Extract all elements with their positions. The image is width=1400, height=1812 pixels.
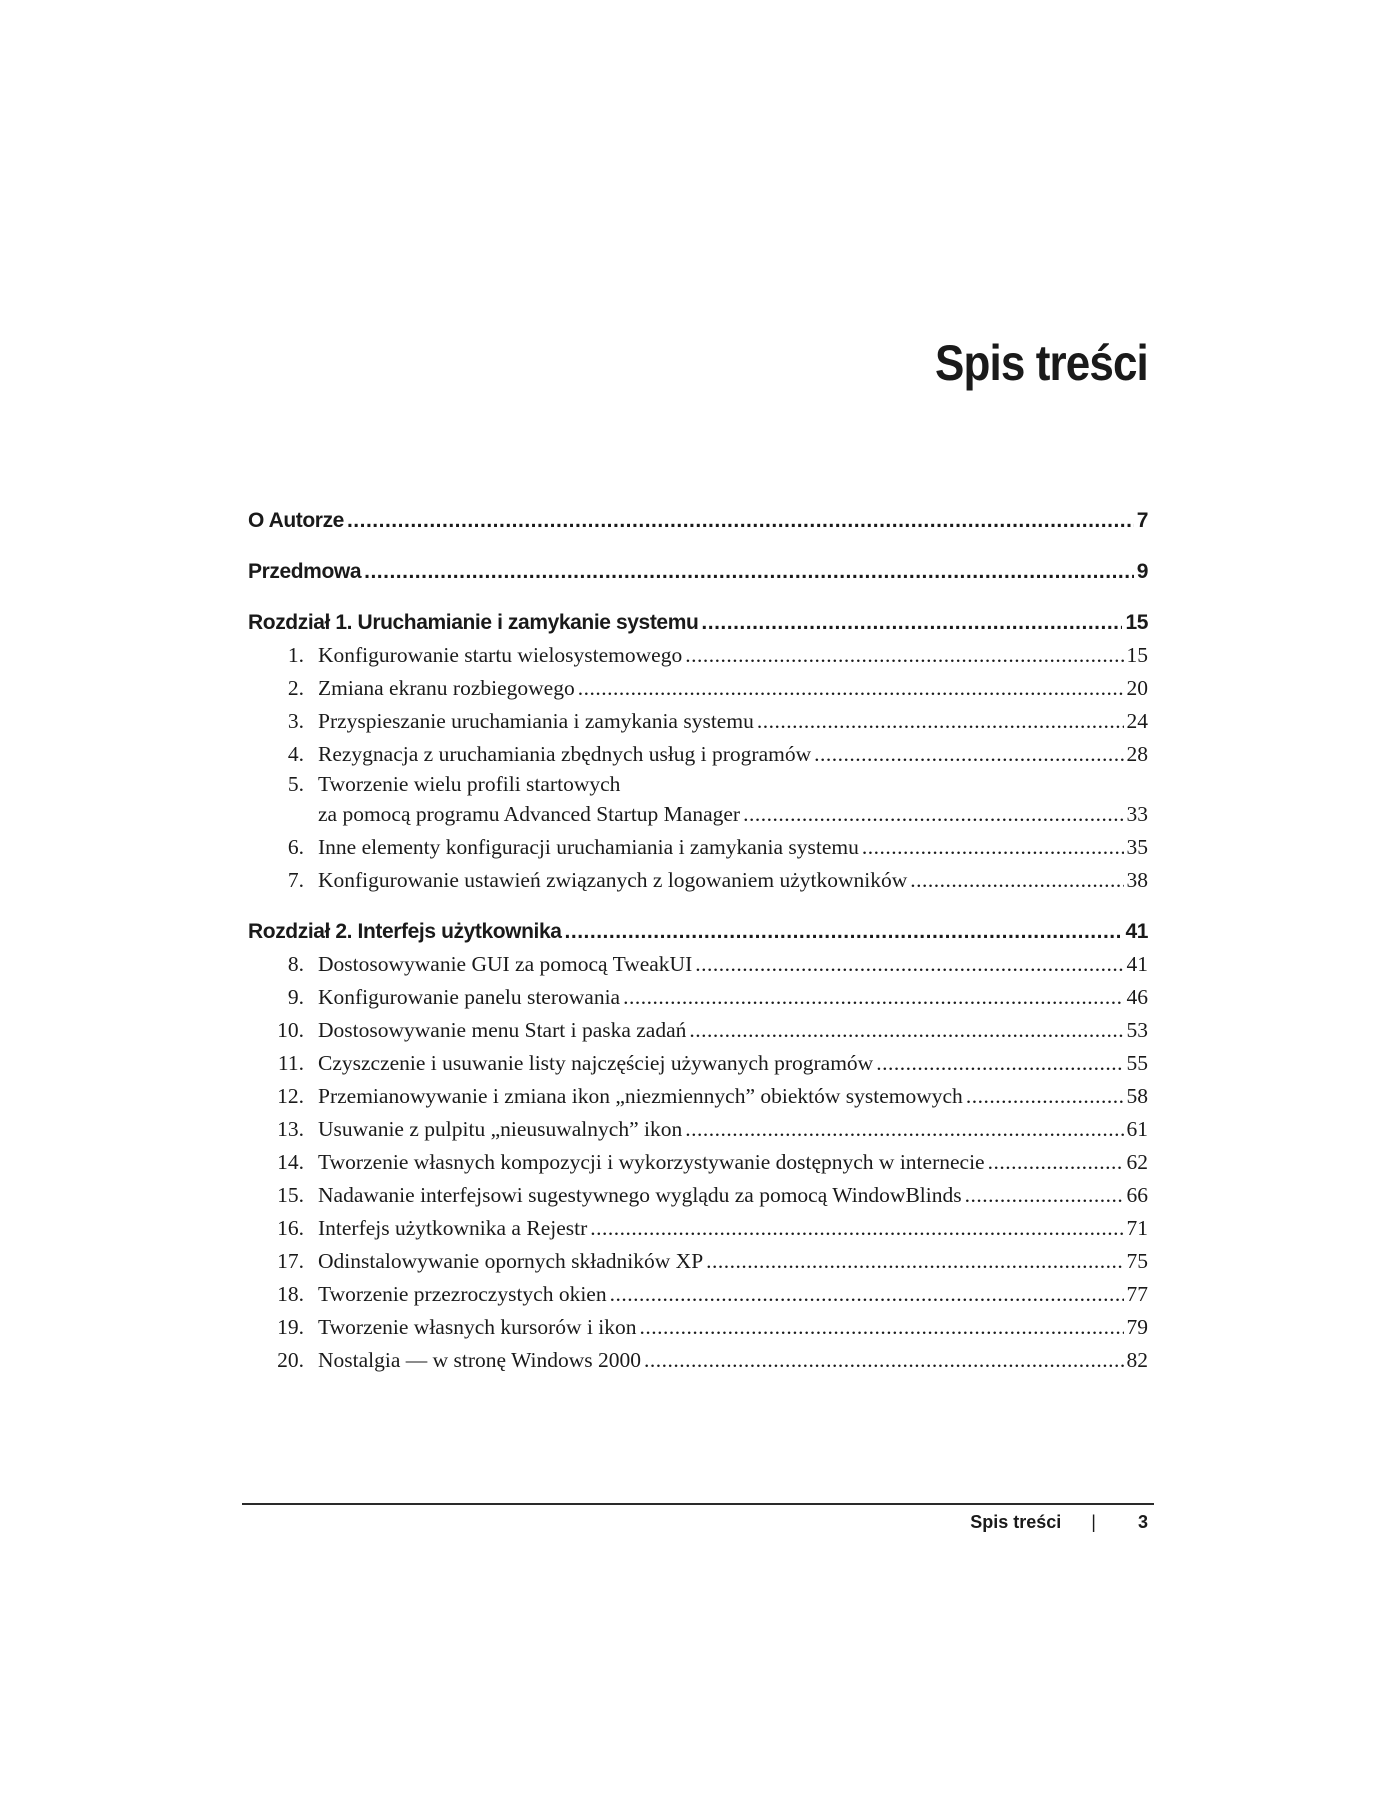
toc-section-number: 14. bbox=[277, 1150, 304, 1174]
toc-section-title: Konfigurowanie ustawień związanych z logowaniem użytkowników bbox=[318, 868, 908, 892]
footer-page-number: 3 bbox=[1137, 1512, 1148, 1532]
toc-leader-dots bbox=[364, 555, 1134, 588]
toc-section-entry[interactable] bbox=[248, 771, 1148, 798]
toc-section-title: Tworzenie własnych kursorów i ikon bbox=[318, 1315, 637, 1339]
toc-page-number: 82 bbox=[1126, 1348, 1148, 1372]
toc-page-number: 77 bbox=[1126, 1282, 1148, 1306]
toc-page-number: 46 bbox=[1126, 985, 1148, 1009]
toc-section-entry[interactable] bbox=[248, 705, 1148, 738]
toc-leader-dots bbox=[565, 915, 1123, 948]
toc-leader-dots bbox=[701, 606, 1122, 639]
toc-chapter-entry[interactable] bbox=[248, 606, 1148, 639]
toc-section-title: Przemianowywanie i zmiana ikon „niezmiennych” obiektów systemowych bbox=[318, 1084, 963, 1108]
toc-section-number: 13. bbox=[277, 1117, 304, 1141]
toc-section-entry[interactable] bbox=[248, 831, 1148, 864]
toc-leader-dots bbox=[965, 1179, 1124, 1212]
toc-leader-dots bbox=[623, 981, 1123, 1014]
toc-section-number: 7. bbox=[287, 868, 304, 892]
toc-section-title: Zmiana ekranu rozbiegowego bbox=[318, 676, 575, 700]
toc-section-entry[interactable] bbox=[248, 1245, 1148, 1278]
toc-section-entry[interactable] bbox=[248, 1311, 1148, 1344]
toc-section-number: 17. bbox=[277, 1249, 304, 1273]
toc-leader-dots bbox=[988, 1146, 1124, 1179]
toc-page-number: 41 bbox=[1125, 920, 1148, 943]
toc-section-title: Inne elementy konfiguracji uruchamiania i zamykania systemu bbox=[318, 835, 859, 859]
toc-leader-dots bbox=[640, 1311, 1124, 1344]
toc-section-entry[interactable] bbox=[248, 1146, 1148, 1179]
page-footer bbox=[970, 1512, 1148, 1533]
toc-section-entry[interactable] bbox=[248, 738, 1148, 771]
toc-section-entry[interactable] bbox=[248, 1080, 1148, 1113]
toc-leader-dots bbox=[876, 1047, 1123, 1080]
toc-section-entry[interactable] bbox=[248, 981, 1148, 1014]
toc-section-number: 19. bbox=[277, 1315, 304, 1339]
toc-page-number: 9 bbox=[1136, 560, 1148, 583]
toc-section-title: Odinstalowywanie opornych składników XP bbox=[318, 1249, 704, 1273]
toc-chapter-title: Rozdział 2. Interfejs użytkownika bbox=[248, 920, 562, 943]
toc-section-number: 2. bbox=[287, 676, 304, 700]
toc-section-number: 20. bbox=[277, 1348, 304, 1372]
toc-page-number: 15 bbox=[1125, 611, 1148, 634]
toc-leader-dots bbox=[743, 798, 1123, 831]
toc-section-entry[interactable] bbox=[248, 1014, 1148, 1047]
toc-section-entry[interactable] bbox=[248, 1212, 1148, 1245]
toc-page-number: 33 bbox=[1126, 802, 1148, 826]
toc-leader-dots bbox=[689, 1014, 1123, 1047]
toc-section-title: Tworzenie własnych kompozycji i wykorzystywanie dostępnych w internecie bbox=[318, 1150, 985, 1174]
toc-leader-dots bbox=[590, 1212, 1123, 1245]
toc-section-number: 15. bbox=[277, 1183, 304, 1207]
toc-page-number: 71 bbox=[1126, 1216, 1148, 1240]
toc-section-number: 8. bbox=[287, 952, 304, 976]
toc-chapter-title: O Autorze bbox=[248, 509, 344, 532]
toc-leader-dots bbox=[910, 864, 1123, 897]
toc-page-number: 24 bbox=[1126, 709, 1148, 733]
toc-section-entry[interactable] bbox=[248, 639, 1148, 672]
toc-section-title: Interfejs użytkownika a Rejestr bbox=[318, 1216, 588, 1240]
toc-chapter-entry[interactable] bbox=[248, 555, 1148, 588]
toc-page-number: 61 bbox=[1126, 1117, 1148, 1141]
toc-page-number: 75 bbox=[1126, 1249, 1148, 1273]
toc-section-title: Nadawanie interfejsowi sugestywnego wyglądu za pomocą WindowBlinds bbox=[318, 1183, 962, 1207]
toc-leader-dots bbox=[644, 1344, 1123, 1377]
toc-section-title: Przyspieszanie uruchamiania i zamykania systemu bbox=[318, 709, 754, 733]
toc-chapter-title: Przedmowa bbox=[248, 560, 362, 583]
toc-section-number: 5. bbox=[287, 772, 304, 796]
page-title: Spis treści bbox=[935, 335, 1148, 391]
toc-section-number: 18. bbox=[277, 1282, 304, 1306]
toc-section-title: Konfigurowanie panelu sterowania bbox=[318, 985, 621, 1009]
toc-leader-dots bbox=[695, 948, 1123, 981]
toc-page-number: 15 bbox=[1126, 643, 1148, 667]
toc-leader-dots bbox=[757, 705, 1124, 738]
toc-page-number: 79 bbox=[1126, 1315, 1148, 1339]
toc-page-number: 66 bbox=[1126, 1183, 1148, 1207]
toc-section-number: 11. bbox=[277, 1051, 304, 1075]
toc-page-number: 41 bbox=[1126, 952, 1148, 976]
toc-section-title: Konfigurowanie startu wielosystemowego bbox=[318, 643, 683, 667]
toc-leader-dots bbox=[578, 672, 1124, 705]
toc-section-title: Czyszczenie i usuwanie listy najczęściej używanych programów bbox=[318, 1051, 874, 1075]
toc-section-title: Usuwanie z pulpitu „nieusuwalnych” ikon bbox=[318, 1117, 683, 1141]
toc-section-title: Dostosowywanie menu Start i paska zadań bbox=[318, 1018, 687, 1042]
toc-chapter-title: Rozdział 1. Uruchamianie i zamykanie systemu bbox=[248, 611, 699, 634]
toc-section-entry[interactable] bbox=[248, 1113, 1148, 1146]
toc-section-entry[interactable] bbox=[248, 1179, 1148, 1212]
toc-chapter-entry[interactable] bbox=[248, 504, 1148, 537]
toc-section-entry[interactable] bbox=[248, 1047, 1148, 1080]
toc-section-title: Tworzenie przezroczystych okien bbox=[318, 1282, 607, 1306]
toc-section-number: 10. bbox=[277, 1018, 304, 1042]
toc-leader-dots bbox=[610, 1278, 1124, 1311]
toc-page-number: 58 bbox=[1126, 1084, 1148, 1108]
toc-section-number: 12. bbox=[277, 1084, 304, 1108]
toc-leader-dots bbox=[347, 504, 1134, 537]
table-of-contents bbox=[248, 504, 1148, 1377]
toc-section-title: Nostalgia — w stronę Windows 2000 bbox=[318, 1348, 642, 1372]
toc-section-title-continued: za pomocą programu Advanced Startup Manager bbox=[318, 802, 741, 826]
toc-leader-dots bbox=[966, 1080, 1124, 1113]
toc-page-number: 28 bbox=[1126, 742, 1148, 766]
toc-section-entry[interactable] bbox=[248, 1344, 1148, 1377]
toc-page-number: 55 bbox=[1126, 1051, 1148, 1075]
footer-section-title: Spis treści bbox=[970, 1512, 1062, 1532]
toc-section-entry-continued[interactable] bbox=[248, 798, 1148, 831]
toc-section-entry[interactable] bbox=[248, 672, 1148, 705]
toc-page-number: 35 bbox=[1126, 835, 1148, 859]
toc-chapter-entry[interactable] bbox=[248, 915, 1148, 948]
toc-section-number: 1. bbox=[287, 643, 304, 667]
toc-leader-dots bbox=[862, 831, 1124, 864]
toc-page-number: 38 bbox=[1126, 868, 1148, 892]
footer-rule bbox=[242, 1503, 1154, 1505]
toc-section-number: 3. bbox=[287, 709, 304, 733]
toc-section-title: Rezygnacja z uruchamiania zbędnych usług i programów bbox=[318, 742, 812, 766]
toc-leader-dots bbox=[685, 1113, 1123, 1146]
toc-section-entry[interactable] bbox=[248, 948, 1148, 981]
toc-section-number: 4. bbox=[287, 742, 304, 766]
toc-page-number: 62 bbox=[1126, 1150, 1148, 1174]
toc-page-number: 20 bbox=[1126, 676, 1148, 700]
toc-section-number: 16. bbox=[277, 1216, 304, 1240]
toc-section-number: 9. bbox=[287, 985, 304, 1009]
toc-leader-dots bbox=[706, 1245, 1123, 1278]
footer-separator: | bbox=[1091, 1512, 1096, 1532]
toc-section-number: 6. bbox=[287, 835, 304, 859]
toc-section-title: Tworzenie wielu profili startowych bbox=[318, 772, 621, 796]
toc-section-entry[interactable] bbox=[248, 1278, 1148, 1311]
toc-section-entry[interactable] bbox=[248, 864, 1148, 897]
toc-leader-dots bbox=[814, 738, 1123, 771]
toc-section-title: Dostosowywanie GUI za pomocą TweakUI bbox=[318, 952, 693, 976]
toc-page-number: 53 bbox=[1126, 1018, 1148, 1042]
toc-page-number: 7 bbox=[1136, 509, 1148, 532]
toc-leader-dots bbox=[685, 639, 1123, 672]
